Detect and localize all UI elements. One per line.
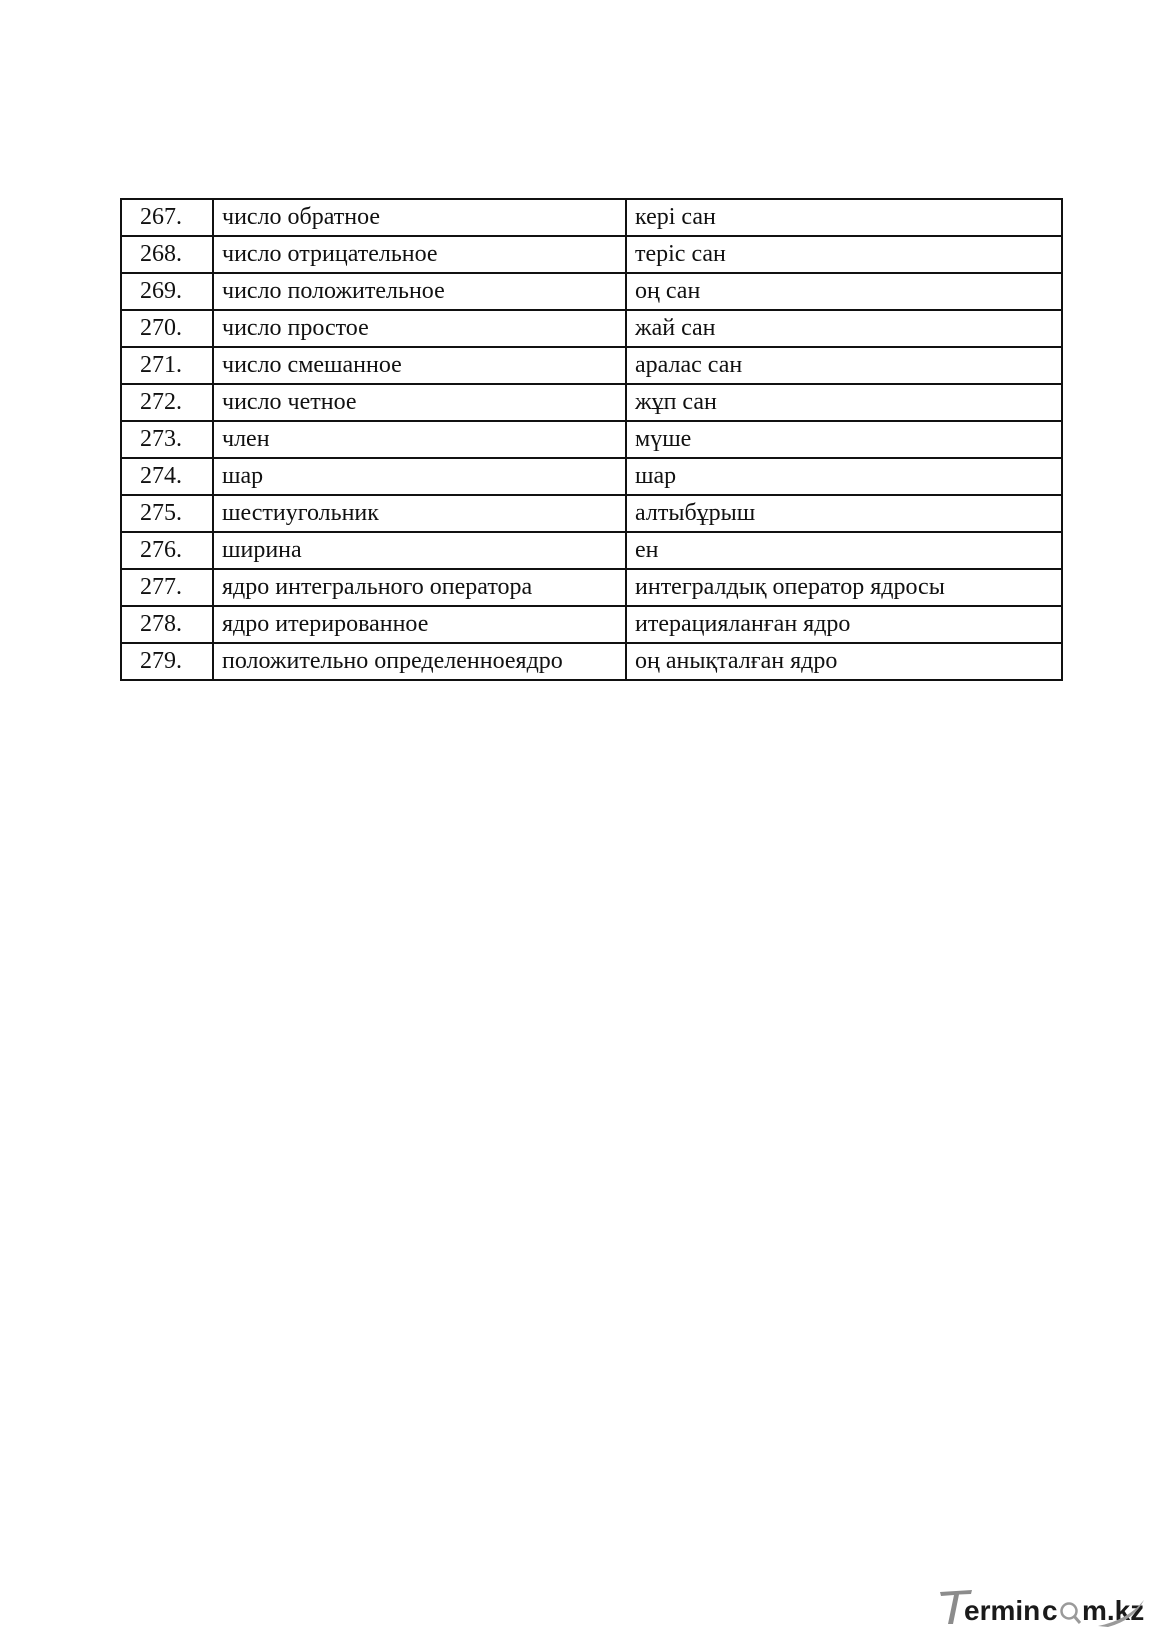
term-kazakh: итерацияланған ядро [626,606,1062,643]
svg-text:ermin: ermin [964,1595,1041,1626]
term-russian: ширина [213,532,626,569]
table-row [121,236,1062,273]
term-kazakh: ен [626,532,1062,569]
termincom-logo [938,1586,1148,1628]
term-kazakh: интегралдық оператор ядросы [626,569,1062,606]
svg-text:m.kz: m.kz [1082,1595,1145,1626]
table-row [121,643,1062,680]
term-kazakh: теріс сан [626,236,1062,273]
table-row [121,199,1062,236]
term-russian: ядро итерированное [213,606,626,643]
table-row [121,273,1062,310]
term-russian: число четное [213,384,626,421]
row-number: 269. [121,273,213,310]
row-number: 276. [121,532,213,569]
row-number: 277. [121,569,213,606]
table-row [121,458,1062,495]
table-row [121,421,1062,458]
term-russian: шестиугольник [213,495,626,532]
term-russian: ядро интегрального оператора [213,569,626,606]
term-kazakh: жай сан [626,310,1062,347]
table-row [121,384,1062,421]
term-kazakh: аралас сан [626,347,1062,384]
term-russian: число простое [213,310,626,347]
terms-table [120,198,1063,681]
term-russian: число положительное [213,273,626,310]
svg-text:c: c [1042,1595,1058,1626]
row-number: 272. [121,384,213,421]
term-russian: число обратное [213,199,626,236]
term-russian: шар [213,458,626,495]
table-row [121,347,1062,384]
table-row [121,310,1062,347]
terms-table-body [121,199,1062,680]
row-number: 270. [121,310,213,347]
term-kazakh: алтыбұрыш [626,495,1062,532]
row-number: 279. [121,643,213,680]
table-row [121,569,1062,606]
row-number: 278. [121,606,213,643]
row-number: 271. [121,347,213,384]
row-number: 273. [121,421,213,458]
term-kazakh: оң анықталған ядро [626,643,1062,680]
row-number: 274. [121,458,213,495]
termincom-logo-graphic [938,1586,1148,1628]
table-row [121,606,1062,643]
row-number: 275. [121,495,213,532]
term-kazakh: жұп сан [626,384,1062,421]
table-row [121,495,1062,532]
term-kazakh: оң сан [626,273,1062,310]
term-kazakh: кері сан [626,199,1062,236]
term-russian: число отрицательное [213,236,626,273]
term-kazakh: мүше [626,421,1062,458]
term-russian: число смешанное [213,347,626,384]
term-russian: положительно определенноеядро [213,643,626,680]
term-kazakh: шар [626,458,1062,495]
row-number: 268. [121,236,213,273]
row-number: 267. [121,199,213,236]
table-row [121,532,1062,569]
term-russian: член [213,421,626,458]
